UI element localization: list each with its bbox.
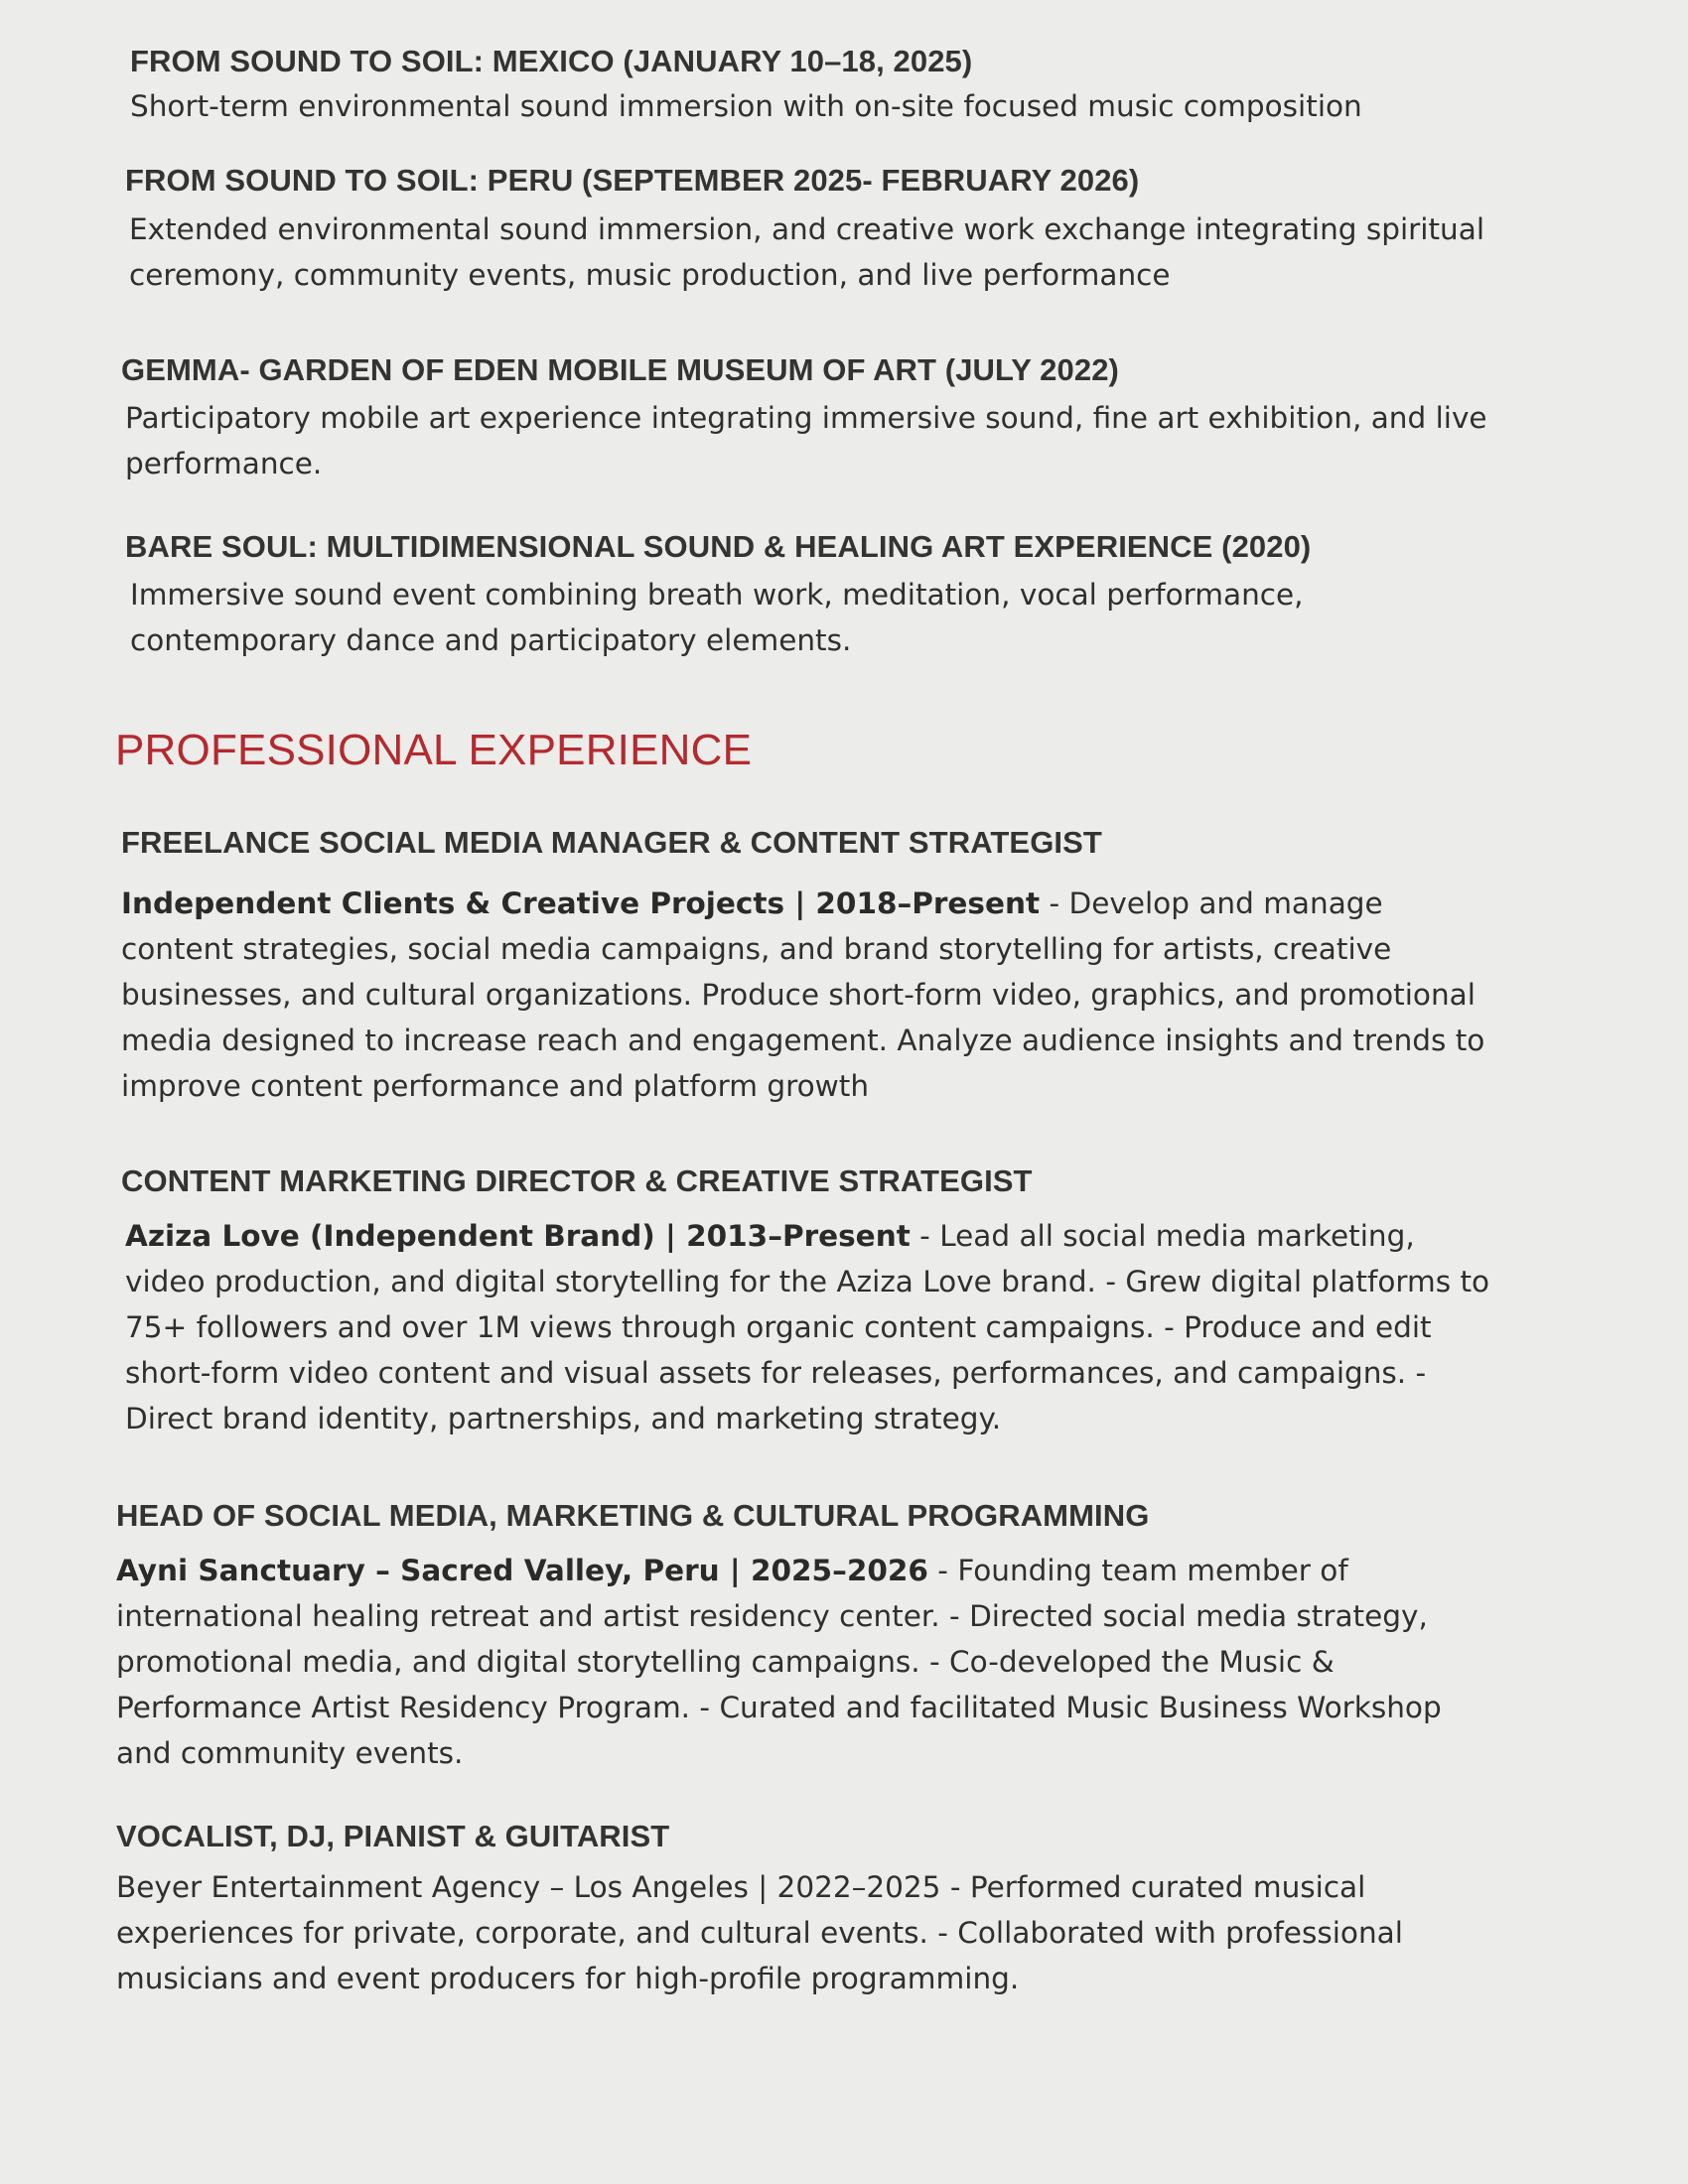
project-title: BARE SOUL: MULTIDIMENSIONAL SOUND & HEALING ART EXPERIENCE (2020) xyxy=(125,529,1312,564)
job-employer: Aziza Love (Independent Brand) | 2013–Present xyxy=(125,1219,911,1253)
job-entry xyxy=(116,1817,1467,2001)
job-description xyxy=(121,881,1491,1109)
job-details: - Lead all social media marketing, video production, and digital storytelling for the Aziza Love brand. - Grew digital platforms to 75+ followers and over 1M views through organic content campaigns. - Produce and edit short-form video content and visual assets for releases, performances, and campaigns. - Direct brand identity, partnerships, and marketing strategy. xyxy=(125,1219,1490,1435)
job-employer: Independent Clients & Creative Projects | 2018–Present xyxy=(121,887,1041,920)
job-details: - Founding team member of international healing retreat and artist residency center. - Directed social media strategy, promotional media, and digital storytelling campaigns. - Co-developed the Music & Performance Artist Residency Program. - Curated and facilitated Music Business Workshop and community events. xyxy=(116,1554,1442,1770)
job-details: Beyer Entertainment Agency – Los Angeles | 2022–2025 - Performed curated musical experiences for private, corporate, and cultural events. - Collaborated with professional musicians and event producers for high-profile programming. xyxy=(116,1870,1403,1995)
job-entry xyxy=(116,1496,1486,1776)
job-title: VOCALIST, DJ, PIANIST & GUITARIST xyxy=(116,1819,670,1853)
job-description xyxy=(121,1213,1491,1441)
job-title: FREELANCE SOCIAL MEDIA MANAGER & CONTENT STRATEGIST xyxy=(121,825,1102,860)
project-title: GEMMA- GARDEN OF EDEN MOBILE MUSEUM OF ART (JULY 2022) xyxy=(121,352,1119,387)
job-description xyxy=(116,1864,1467,2001)
project-description: Extended environmental sound immersion, and creative work exchange integrating spiritual ceremony, community events, music production, and live performance xyxy=(129,212,1485,292)
project-title: FROM SOUND TO SOIL: MEXICO (JANUARY 10–18, 2025) xyxy=(130,44,973,78)
project-entry xyxy=(130,42,1560,129)
project-description: Immersive sound event combining breath work, meditation, vocal performance, contemporary dance and participatory elements. xyxy=(130,578,1304,657)
job-entry xyxy=(121,1161,1491,1441)
job-title: HEAD OF SOCIAL MEDIA, MARKETING & CULTURAL PROGRAMMING xyxy=(116,1498,1150,1533)
job-entry xyxy=(121,823,1491,1109)
job-title: CONTENT MARKETING DIRECTOR & CREATIVE STRATEGIST xyxy=(121,1163,1033,1198)
section-title-professional-experience: PROFESSIONAL EXPERIENCE xyxy=(115,726,753,774)
job-details: - Develop and manage content strategies, social media campaigns, and brand storytelling for artists, creative businesses, and cultural organizations. Produce short-form video, graphics, and promotional media designed to increase reach and engagement. Analyze audience insights and trends to improve content performance and platform growth xyxy=(121,887,1485,1103)
job-description xyxy=(116,1548,1486,1776)
project-entry xyxy=(125,527,1356,663)
project-description: Participatory mobile art experience integrating immersive sound, fine art exhibition, and live performance. xyxy=(125,401,1487,480)
job-employer: Ayni Sanctuary – Sacred Valley, Peru | 2025–2026 xyxy=(116,1554,928,1587)
project-description: Short-term environmental sound immersion with on-site focused music composition xyxy=(130,89,1362,123)
project-title: FROM SOUND TO SOIL: PERU (SEPTEMBER 2025- FEBRUARY 2026) xyxy=(125,163,1140,198)
project-entry xyxy=(121,350,1551,486)
project-entry xyxy=(125,161,1555,298)
